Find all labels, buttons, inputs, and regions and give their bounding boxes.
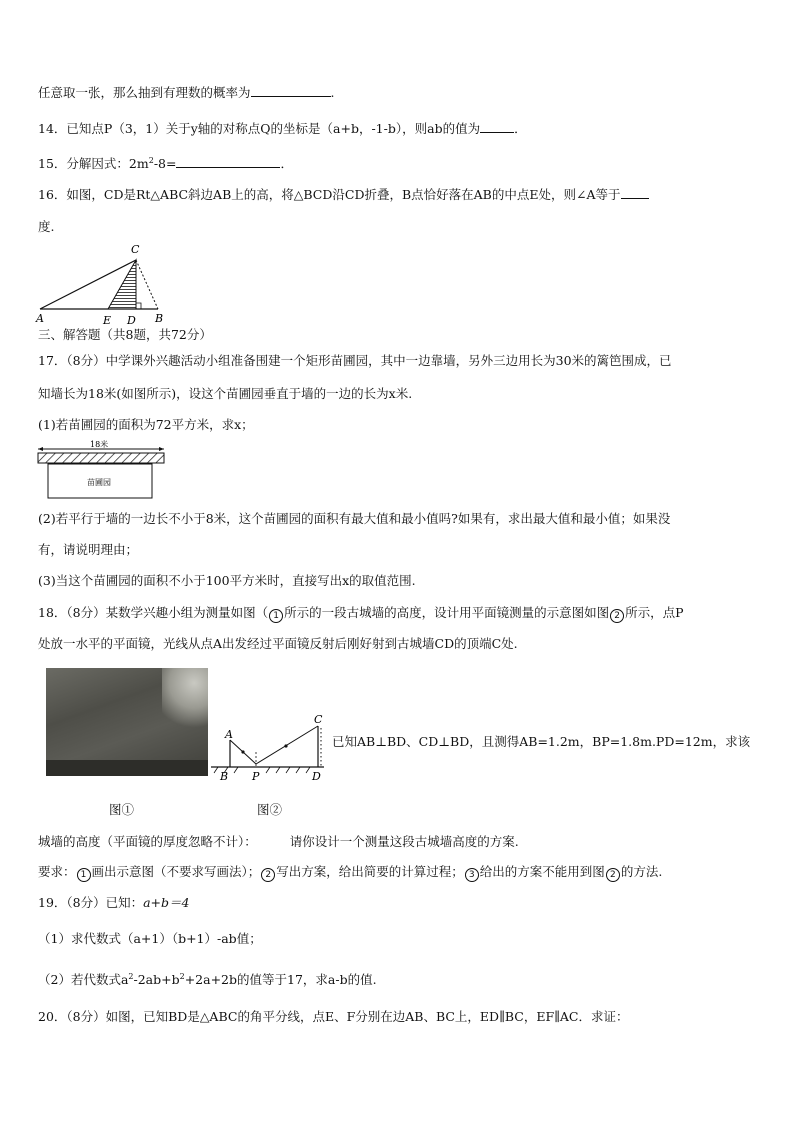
req-3: 给出的方案不能用到图: [479, 864, 605, 879]
question-15: [38, 155, 764, 173]
wall: [38, 453, 164, 463]
question-14: [38, 120, 764, 138]
q18-text-3a: 城墙的高度（平面镜的厚度忽略不计）：: [38, 834, 257, 849]
q18-text-a: 18．（8分）某数学兴趣小组为测量如图（: [38, 605, 269, 620]
answer-blank[interactable]: [176, 155, 280, 168]
circled-number: 1: [269, 609, 283, 623]
q17-text-1: 17．（8分）中学课外兴趣活动小组准备围建一个矩形苗圃园，其中一边靠墙，另外三边用长为30米的篱笆围成，已: [38, 353, 672, 368]
q13-text: 任意取一张，那么抽到有理数的概率为: [38, 85, 251, 100]
right-angle-mark: [136, 303, 141, 309]
ground-hatch: [214, 767, 310, 773]
q15-end: ．: [280, 156, 293, 171]
caption-1: 图①: [109, 802, 135, 817]
garden-label: 苗圃园: [87, 478, 111, 487]
q13-tail: 任意取一张，那么抽到有理数的概率为 .: [38, 85, 335, 100]
answer-blank[interactable]: [251, 84, 331, 97]
label-d: D: [312, 770, 321, 783]
q17-part2: [38, 510, 764, 528]
label-b: B: [220, 770, 229, 783]
q19-part2-c: +2a+2b的值等于17，求a-b的值.: [184, 972, 377, 987]
q18-requirements: [38, 863, 764, 882]
q18-text-2: 处放一水平的平面镜，光线从点A出发经过平面镜反射后刚好射到古城墙CD的顶端C处.: [38, 636, 518, 651]
q17-line2: [38, 385, 764, 403]
q14-end: ．: [514, 121, 527, 136]
q15-text-b: -8=: [153, 156, 177, 171]
question-19: [38, 894, 764, 912]
question-20: [38, 1008, 764, 1026]
q18-side: 已知AB⊥BD、CD⊥BD，且测得AB=1.2m，BP=1.8m.PD=12m，求该: [332, 734, 751, 749]
exponent: 2: [128, 971, 134, 981]
label-c: C: [131, 243, 140, 256]
label-d: D: [127, 314, 136, 326]
q17-part1-text: (1)若苗圃园的面积为72平方米，求x；: [38, 417, 254, 432]
q17-text-2: 知墙长为18米(如图所示)，设这个苗圃园垂直于墙的一边的长为x米.: [38, 386, 413, 401]
q15-exponent: 2: [148, 155, 154, 165]
label-c: C: [314, 713, 323, 726]
q18-text-b: 所示的一段古城墙的高度，设计用平面镜测量的示意图如图: [284, 605, 610, 620]
circled-number: 2: [610, 609, 624, 623]
q18-line3: [38, 833, 764, 851]
req-2: 写出方案，给出简要的计算过程；: [276, 864, 464, 879]
req-label: 要求：: [38, 864, 76, 879]
q14-text: 14．已知点P（3，1）关于y轴的对称点Q的坐标是（a+b，-1-b），则ab的值为: [38, 121, 481, 136]
circled-number: 2: [606, 868, 620, 882]
q16-text-b: 度.: [38, 219, 55, 234]
q19-part2: [38, 971, 764, 989]
question-16-b: [38, 218, 764, 236]
req-3-end: 的方法.: [620, 864, 663, 879]
exponent: 2: [179, 971, 185, 981]
q17-part2-b: [38, 541, 764, 559]
answer-blank[interactable]: [480, 120, 514, 133]
circled-number: 2: [261, 868, 275, 882]
q16-text: 16．如图，CD是Rt△ABC斜边AB上的高，将△BCD沿CD折叠，B点恰好落在AB的中点E处，则∠A等于: [38, 187, 621, 202]
q19-part2-a: （2）若代数式a: [38, 972, 129, 987]
ray-dot: [241, 750, 244, 753]
answer-blank[interactable]: [621, 186, 649, 199]
q18-line1: [38, 604, 764, 623]
triangle-figure: [30, 240, 180, 326]
q19-part1-text: （1）求代数式（a+1）（b+1）-ab值；: [38, 931, 262, 946]
wall-length-label: 18米: [90, 440, 109, 449]
caption-figure-1: [109, 800, 134, 818]
label-a: A: [36, 312, 44, 325]
q17-part3-text: (3)当这个苗圃园的面积不小于100平方米时，直接写出x的取值范围.: [38, 573, 416, 588]
q17-part3: [38, 572, 764, 590]
q18-side-text: [332, 733, 764, 751]
mirror-figure: [208, 712, 328, 784]
q19-part1: [38, 930, 764, 948]
q20-text: 20．（8分）如图，已知BD是△ABC的角平分线，点E、F分别在边AB、BC上，ED∥BC，EF∥AC．求证：: [38, 1009, 629, 1024]
circled-number: 1: [77, 868, 91, 882]
label-p: P: [252, 770, 260, 783]
city-wall-photo: [46, 668, 208, 776]
circled-number: 3: [465, 868, 479, 882]
caption-2: 图②: [257, 802, 283, 817]
ray-dot: [284, 744, 287, 747]
section-3-heading: [38, 326, 764, 344]
arrow-left: [38, 447, 43, 451]
q18-text-c: 所示，点P: [625, 605, 684, 620]
q17-part2-text-b: 有，请说明理由；: [38, 542, 139, 557]
req-1: 画出示意图（不要求写画法）；: [91, 864, 261, 879]
q18-line2: [38, 635, 764, 653]
q17-part2-text: (2)若平行于墙的一边长不小于8米，这个苗圃园的面积有最大值和最小值吗?如果有，求出最大值和最小值；如果没: [38, 511, 671, 526]
q18-text-3b: 请你设计一个测量这段古城墙高度的方案.: [289, 834, 519, 849]
q15-text: 15．分解因式：2m: [38, 156, 149, 171]
q17-part1: [38, 416, 764, 434]
q19-head: 19．（8分）已知：: [38, 895, 144, 910]
label-a: A: [225, 728, 233, 741]
section-title: 三、解答题（共8题，共72分）: [38, 327, 212, 342]
label-e: E: [103, 314, 112, 326]
q19-condition: a+b＝4: [143, 895, 190, 910]
garden-figure: [36, 438, 168, 502]
arrow-right: [159, 447, 164, 451]
photo-sky: [162, 668, 208, 728]
q19-part2-b: -2ab+b: [133, 972, 180, 987]
q17-line1: [38, 352, 764, 370]
photo-ground: [46, 760, 208, 776]
caption-figure-2: [257, 800, 282, 818]
segment-cb: [136, 260, 158, 309]
question-16: [38, 186, 764, 204]
label-b: B: [155, 312, 164, 325]
